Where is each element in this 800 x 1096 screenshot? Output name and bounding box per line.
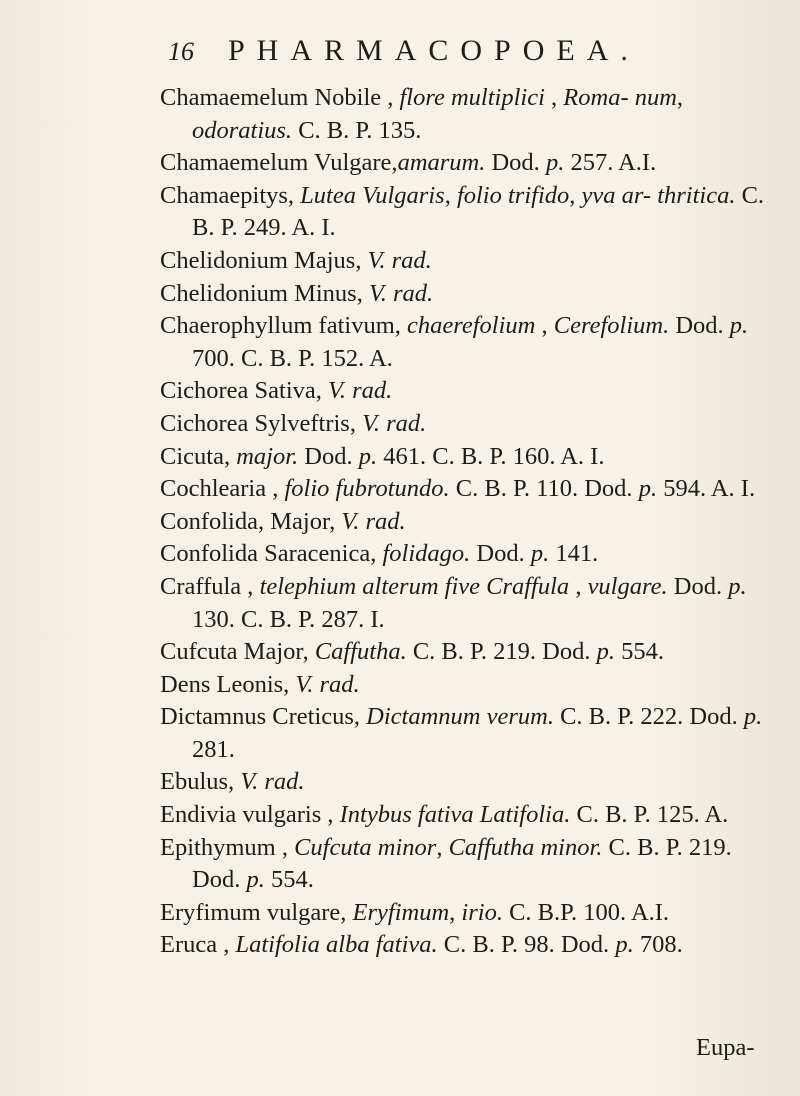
entry-text: C. B. P. 135. (292, 116, 422, 144)
entry-text: V. rad. (295, 670, 360, 698)
entry (160, 82, 772, 147)
entry-text: , (569, 181, 582, 209)
entry-text: Cicuta, (160, 442, 237, 470)
entry-text: Endivia vulgaris , (160, 801, 340, 829)
entry-text: Cichorea Sylveftris, (160, 409, 363, 437)
entry-text: , (449, 898, 462, 926)
entry-text: Cochlearia , (160, 475, 285, 503)
entry-text: p. (638, 475, 658, 503)
entry (160, 897, 772, 930)
entry-text: Chelidonium Minus, (160, 279, 369, 307)
entry-text: Dictamnus Creticus, (160, 703, 367, 731)
entry-text: Dod. (470, 540, 531, 568)
entry-text: p. (358, 442, 378, 470)
entry-text: C. B. P. 219. Dod. (406, 638, 597, 666)
entry-text: V. rad. (367, 246, 432, 274)
entry-text: 281. (192, 735, 235, 763)
entry-text: folio fubrotundo. (284, 475, 450, 503)
entry-text: Chamaemelum Nobile , (160, 84, 400, 111)
entry-text: Cufcuta minor (294, 833, 437, 861)
entry-text: C. B. P. 98. Dod. (437, 931, 616, 959)
entry (160, 929, 772, 962)
entry (160, 278, 772, 311)
entry-text: V. rad. (368, 279, 434, 307)
entry-text: Lutea Vulgaris (300, 181, 445, 209)
entry-text: V. rad. (328, 377, 393, 405)
entry (160, 245, 772, 278)
entry-text: Chamaemelum Vulgare, (160, 149, 398, 177)
entry-text: Roma- num (563, 84, 677, 111)
entry-text: Chamaepitys, (160, 181, 301, 209)
entry-text: p. (615, 931, 634, 959)
entry-list (160, 82, 772, 962)
entry (160, 408, 772, 441)
entry-text: Latifolia alba fativa. (235, 931, 438, 959)
entry-text: Ebulus, (160, 768, 241, 796)
entry-text: major. (236, 442, 299, 470)
entry-text: Dictamnum verum. (366, 703, 554, 731)
entry (160, 506, 772, 539)
entry-text: Dod. (669, 312, 730, 340)
entry-text: p. (530, 540, 550, 568)
entry-text: , (676, 84, 684, 111)
entry-text: C. B. P. 125. A. (570, 801, 729, 829)
entry (160, 375, 772, 408)
entry-text: 708. (633, 931, 683, 959)
entry (160, 832, 772, 897)
entry-text: Eryfimum vulgare, (160, 898, 353, 926)
entry-text: C. B. P. 110. Dod. (449, 475, 639, 503)
page-title: PHARMACOPOEA. (228, 34, 640, 67)
entry-text: V. rad. (341, 507, 406, 535)
entry (160, 180, 772, 245)
entry-text: Dod. (298, 442, 359, 470)
entry-text: irio. (461, 898, 503, 926)
entry (160, 441, 772, 474)
entry-text: Cerefolium. (553, 312, 670, 340)
entry-text: , (544, 84, 564, 111)
entry-text: Chelidonium Majus, (160, 246, 368, 274)
entry-text: Chaerophyllum fativum, (160, 312, 407, 340)
entry-text: V. rad. (362, 409, 427, 437)
entry-text: , (436, 833, 449, 861)
entry-text: , (535, 312, 554, 340)
entry-text: 461. C. B. P. 160. A. I. (377, 442, 605, 470)
entry (160, 147, 772, 180)
entry-text: Eryfimum (352, 898, 450, 926)
entry (160, 310, 772, 375)
entry-text: amarum. (397, 149, 486, 177)
entry-text: folidago. (382, 540, 471, 568)
entry-text: Confolida, Major, (160, 507, 342, 535)
catchword: Eupa- (696, 1034, 755, 1061)
entry-text: folio trifido (456, 181, 570, 209)
entry-text: Dens Leonis, (160, 670, 296, 698)
entry-text: Confolida Saracenica, (160, 540, 383, 568)
entry-text: 130. C. B. P. 287. I. (192, 605, 385, 633)
entry (160, 636, 772, 669)
entry-text: Craffula , (160, 572, 260, 600)
entry-text: p. (545, 149, 565, 177)
entry-text: yva ar- thritica. (581, 181, 736, 209)
entry-text: Dod. (485, 149, 546, 177)
entry-text: Eruca , (160, 931, 236, 959)
entry (160, 766, 772, 799)
entry-text: 554. (264, 866, 314, 894)
entry-text: chaerefolium (407, 312, 536, 340)
entry-text: Intybus fativa Latifolia. (339, 801, 571, 829)
entry (160, 538, 772, 571)
entry (160, 571, 772, 636)
entry-text: telephium alterum five Craffula (259, 572, 570, 600)
entry-text: p. (596, 638, 616, 666)
entry-text: Caffutha minor. (448, 833, 603, 861)
entry-text: 141. (549, 540, 599, 568)
entry-text: 700. C. B. P. 152. A. (192, 344, 393, 372)
entry-text: Caffutha. (314, 638, 407, 666)
entry-text: 257. A.I. (564, 149, 657, 177)
entry-text: C. B. P. 219. Dod. (192, 833, 732, 894)
entry-text: p. (728, 572, 747, 600)
entry-text: p. (729, 312, 749, 340)
entry-text: C. B. P. 249. A. I. (192, 181, 765, 242)
entry-text: p. (246, 866, 265, 894)
entry-text: Epithymum , (160, 833, 295, 861)
entry-text: odoratius. (192, 116, 293, 144)
entry (160, 669, 772, 702)
entry (160, 473, 772, 506)
entry-text: , (444, 181, 457, 209)
entry-text: , (569, 572, 588, 600)
entry-text: 554. (615, 638, 665, 666)
entry-text: C. B.P. 100. A.I. (502, 898, 670, 926)
entry-text: flore multiplici (399, 84, 545, 111)
entry-text: C. B. P. 222. Dod. (553, 703, 744, 731)
entry-text: vulgare. (587, 572, 668, 600)
entry (160, 701, 772, 766)
entry-text: Cichorea Sativa, (160, 377, 329, 405)
entry (160, 799, 772, 832)
entry-text: Cufcuta Major, (160, 638, 315, 666)
entry-text: p. (743, 703, 763, 731)
page-number: 16 (168, 37, 194, 66)
entry-text: Dod. (667, 572, 729, 600)
entry-text: 594. A. I. (657, 475, 756, 503)
running-header (168, 34, 768, 68)
entry-text: V. rad. (240, 768, 305, 796)
